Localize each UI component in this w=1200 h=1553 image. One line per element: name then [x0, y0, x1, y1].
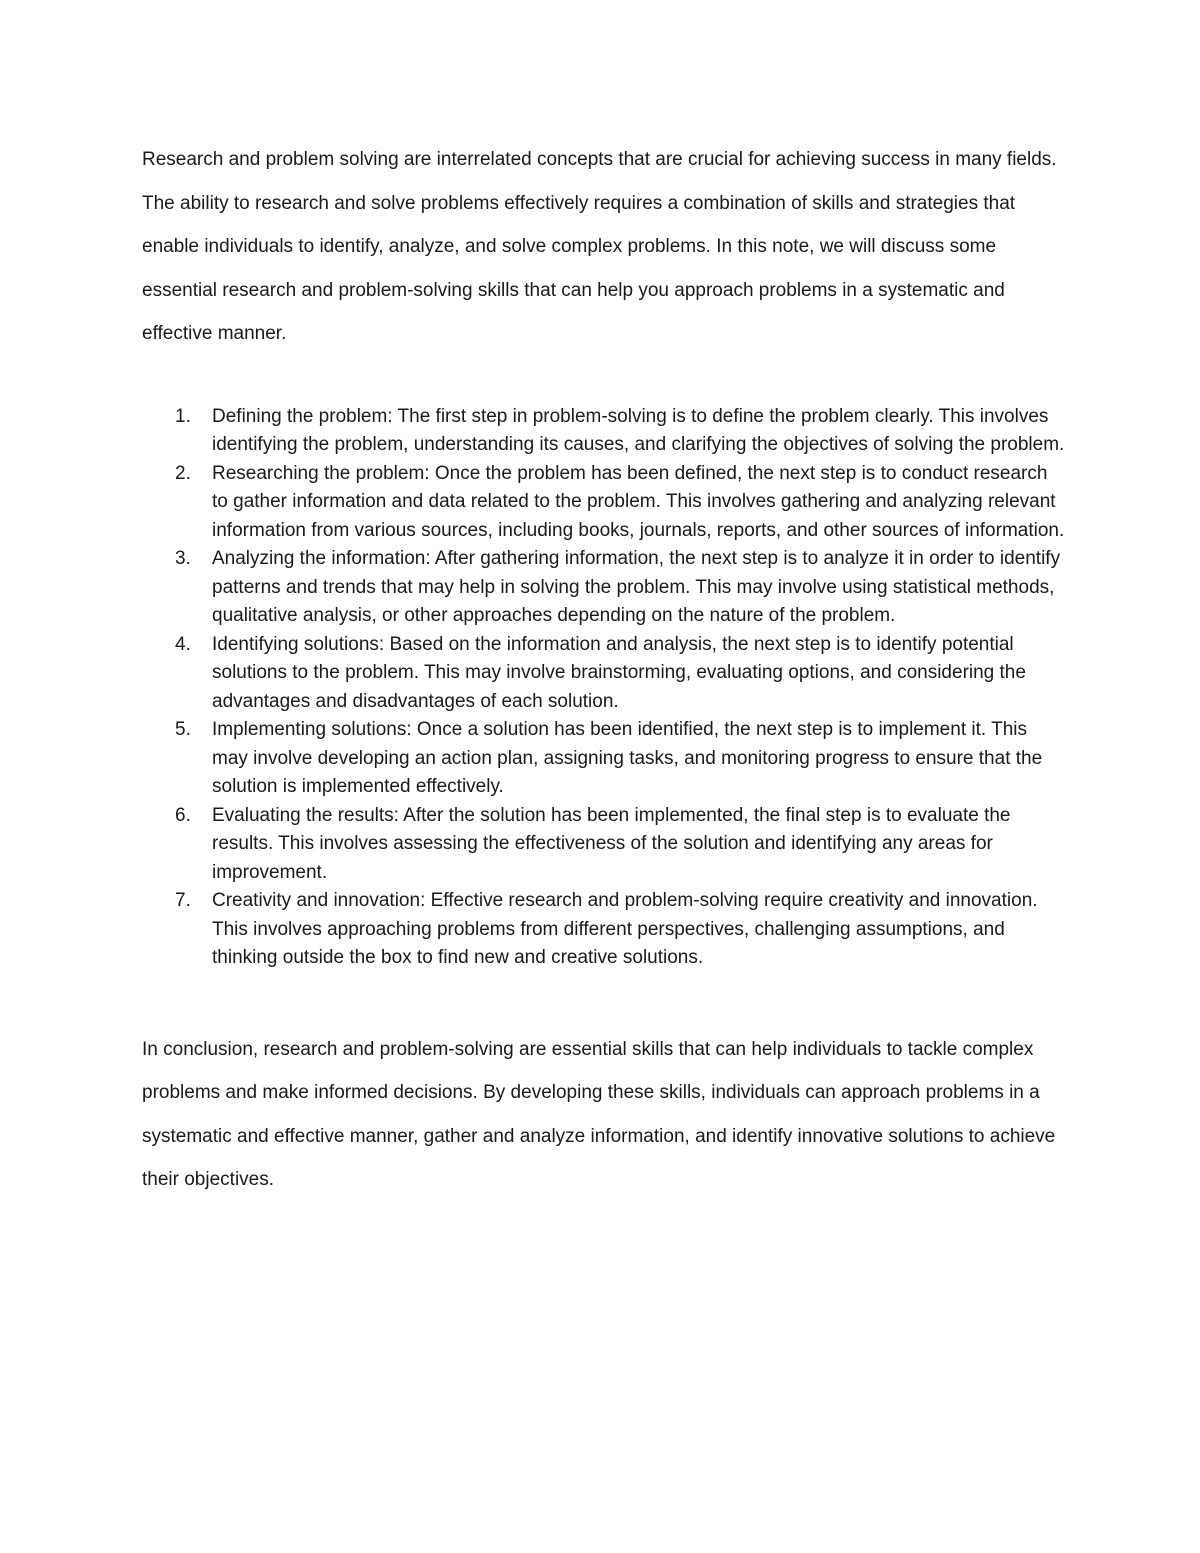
list-item-text: Analyzing the information: After gathering information, the next step is to analyze it in order to identify patterns and trends that may help in solving the problem. This may involve using statistical methods, qualitative analysis, or other approaches depending on the nature of the problem. — [212, 548, 1061, 626]
list-item-number: 1. — [175, 405, 191, 427]
list-item-text: Creativity and innovation: Effective research and problem-solving require creativity and innovation. This involves approaching problems from different perspectives, challenging assumptions, and thinking outside the box to find new and creative solutions. — [212, 890, 1038, 968]
list-item-number: 7. — [175, 890, 191, 911]
list-item-number: 4. — [175, 633, 191, 655]
list-item-text: Identifying solutions: Based on the information and analysis, the next step is to identify potential solutions to the problem. This may involve brainstorming, evaluating options, and considering the advantages and disadvantages of each solution. — [212, 633, 1026, 712]
list-item-text: Defining the problem: The first step in problem-solving is to define the problem clearly. This involves identifying the problem, understanding its causes, and clarifying the objectives of solving the problem. — [212, 405, 1065, 455]
list-item-number: 2. — [175, 462, 191, 484]
list-item — [142, 403, 1067, 460]
list-item — [142, 460, 1067, 546]
list-item — [142, 802, 1067, 888]
list-item — [142, 716, 1067, 802]
list-item-text: Implementing solutions: Once a solution has been identified, the next step is to implement it. This may involve developing an action plan, assigning tasks, and monitoring progress to ensure that the solution is implemented effectively. — [212, 719, 1043, 797]
list-item — [142, 545, 1067, 631]
list-item-text: Researching the problem: Once the problem has been defined, the next step is to conduct research to gather information and data related to the problem. This involves gathering and analyzing relevant information from various sources, including books, journals, reports, and other sources of information. — [212, 462, 1065, 541]
list-item-number: 6. — [175, 804, 191, 826]
intro-paragraph: Research and problem solving are interrelated concepts that are crucial for achieving success in many fields. The ability to research and solve problems effectively requires a combination of skills and strategies that enable individuals to identify, analyze, and solve complex problems. In this note, we will discuss some essential research and problem-solving skills that can help you approach problems in a systematic and effective manner. — [142, 149, 1057, 344]
list-item — [142, 887, 1067, 973]
conclusion-paragraph: In conclusion, research and problem-solving are essential skills that can help individuals to tackle complex problems and make informed decisions. By developing these skills, individuals can approach problems in a systematic and effective manner, gather and analyze information, and identify innovative solutions to achieve their objectives. — [142, 1038, 1056, 1190]
document-page — [142, 138, 1067, 1202]
list-item-number: 5. — [175, 719, 191, 740]
steps-list — [142, 403, 1067, 973]
list-item — [142, 631, 1067, 717]
list-item-text: Evaluating the results: After the solution has been implemented, the final step is to evaluate the results. This involves assessing the effectiveness of the solution and identifying any areas for improvement. — [212, 804, 1011, 883]
list-item-number: 3. — [175, 548, 191, 569]
